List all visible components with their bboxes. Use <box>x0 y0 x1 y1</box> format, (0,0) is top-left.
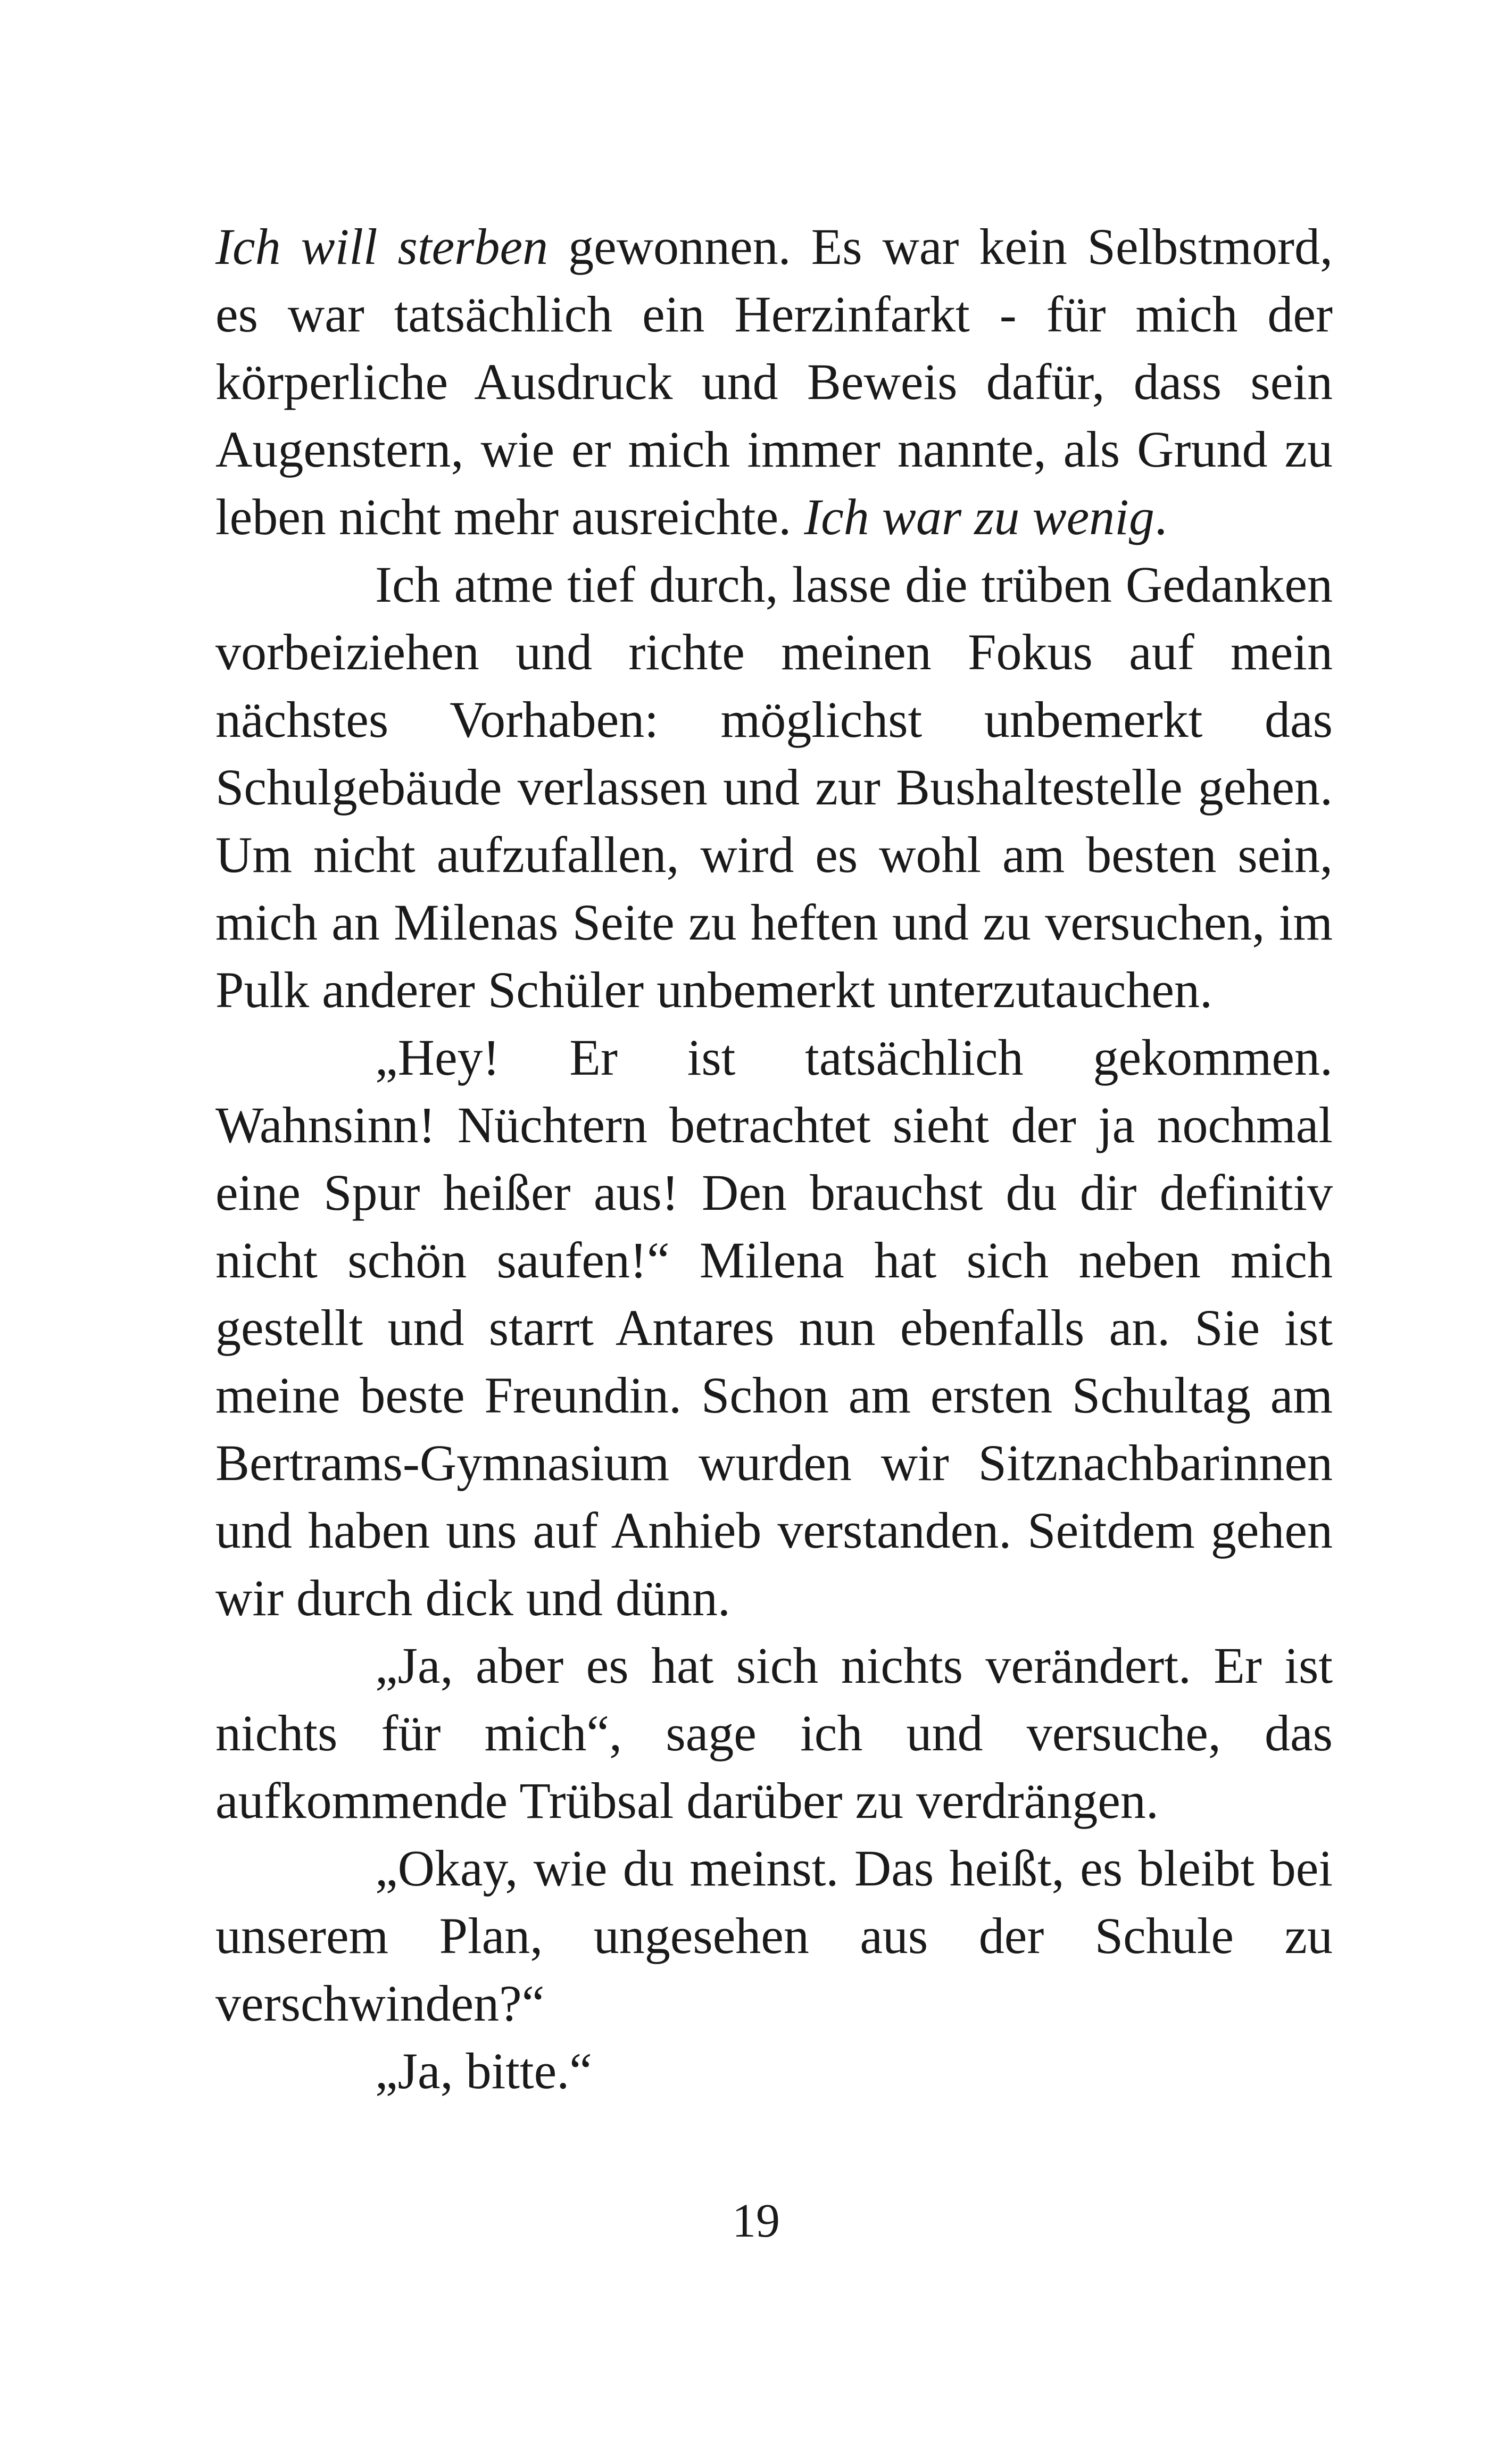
text-run: Ich atme tief durch, lasse die trüben Gedanken vorbeiziehen und richte meinen Fokus auf mein nächstes Vorhaben: möglichst unbemerkt das Schulgebäude verlassen und zur Bushaltestelle gehen. Um nicht aufzufallen, wird es wohl am besten sein, mich an Milenas Seite zu heften und zu versuchen, im Pulk anderer Schüler unbemerkt unterzutauchen. <box>215 556 1333 1018</box>
text-run: „Hey! Er ist tatsächlich gekommen. Wahnsinn! Nüchtern betrachtet sieht der ja nochmal eine Spur heißer aus! Den brauchst du dir definitiv nicht schön saufen!“ Milena hat sich neben mich gestellt und starrt Antares nun ebenfalls an. Sie ist meine beste Freundin. Schon am ersten Schultag am Bertrams-Gymnasium wurden wir Sitznachbarinnen und haben uns auf Anhieb verstanden. Seitdem gehen wir durch dick und dünn. <box>215 1029 1333 1626</box>
paragraph <box>215 1834 1333 2037</box>
italic-text: Ich will sterben <box>215 218 549 275</box>
text-run: „Ja, aber es hat sich nichts verändert. Er ist nichts für mich“, sage ich und versuche, das aufkommende Trübsal darüber zu verdrängen. <box>215 1637 1333 1829</box>
text-run: „Ja, bitte.“ <box>375 2042 592 2099</box>
page-number: 19 <box>732 2195 780 2247</box>
body-text <box>215 213 1333 2105</box>
text-run: „Okay, wie du meinst. Das heißt, es bleibt bei unserem Plan, ungesehen aus der Schule zu verschwinden?“ <box>215 1840 1333 2032</box>
text-run: . <box>1154 488 1167 545</box>
paragraph <box>215 2037 1333 2105</box>
text-run: gewonnen. Es war kein Selbstmord, es war tatsächlich ein Herzinfarkt - für mich der körperliche Ausdruck und Beweis dafür, dass sein Augenstern, wie er mich immer nannte, als Grund zu leben nicht mehr ausreichte. <box>215 218 1333 545</box>
italic-text: Ich war zu wenig <box>804 488 1154 545</box>
paragraph <box>215 551 1333 1024</box>
paragraph <box>215 213 1333 551</box>
paragraph <box>215 1024 1333 1632</box>
paragraph <box>215 1632 1333 1834</box>
